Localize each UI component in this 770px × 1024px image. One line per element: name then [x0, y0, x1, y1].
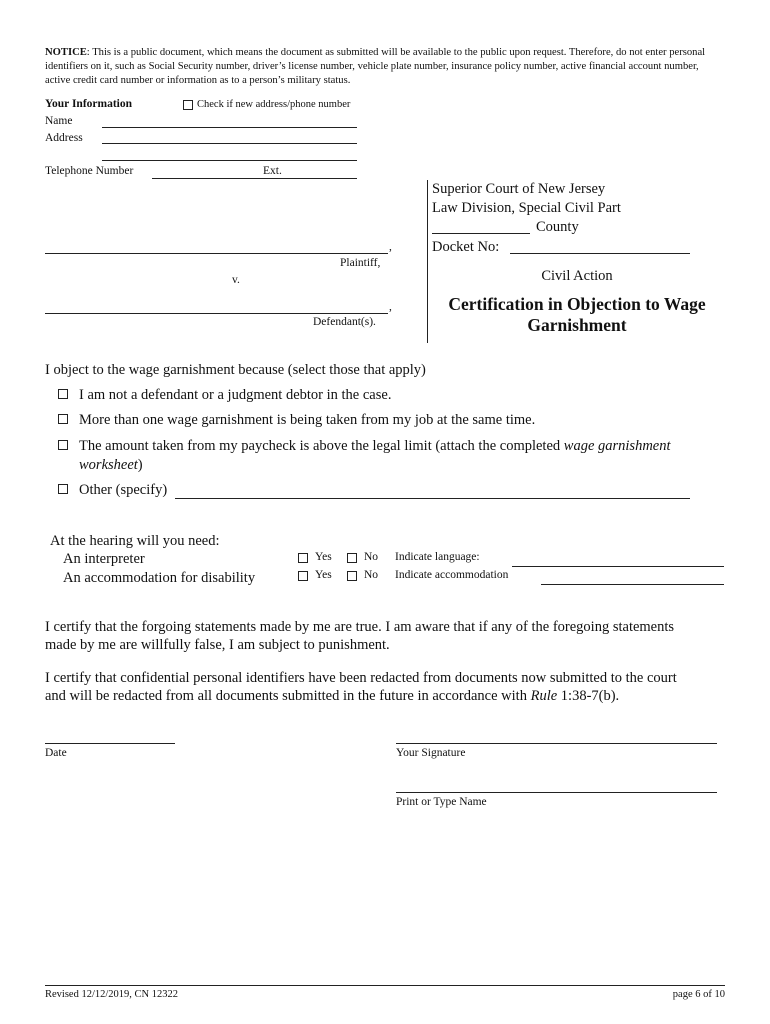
ext-label: Ext.: [263, 165, 282, 177]
court-division: Law Division, Special Civil Part: [432, 200, 621, 216]
interpreter-no-checkbox[interactable]: [347, 553, 357, 563]
form-title-line1: Certification in Objection to Wage: [448, 294, 706, 314]
plaintiff-name-field[interactable]: [45, 253, 388, 254]
new-address-checkbox[interactable]: [183, 100, 193, 110]
option-above-limit-label-line2: [79, 457, 143, 474]
language-label: Indicate language:: [395, 551, 480, 563]
accommodation-yes-checkbox[interactable]: [298, 571, 308, 581]
address-field-line1[interactable]: [102, 143, 357, 144]
plaintiff-comma: ,: [389, 241, 392, 253]
hearing-intro: At the hearing will you need:: [50, 533, 220, 549]
accommodation-no-checkbox[interactable]: [347, 571, 357, 581]
interpreter-yes-label: Yes: [315, 551, 332, 563]
page-number: page 6 of 10: [672, 989, 725, 1000]
defendant-name-field[interactable]: [45, 313, 388, 314]
rule-number: 1:38-7(b).: [557, 688, 620, 704]
interpreter-no-label: No: [364, 551, 379, 563]
worksheet-term: wage garnishment: [563, 438, 671, 454]
caption-divider: [427, 180, 428, 343]
certify-redaction-text: and will be redacted from all documents submitted in the future in accordance with: [45, 688, 531, 704]
public-notice: [45, 46, 725, 88]
certify-truth-line1: I certify that the forgoing statements made by me are true. I am aware that if any of the foregoing statements: [45, 619, 675, 635]
county-label: County: [536, 219, 579, 235]
print-name-label: Print or Type Name: [396, 796, 487, 808]
certify-redaction-line2: [45, 688, 619, 705]
new-address-label: Check if new address/phone number: [197, 99, 351, 110]
plaintiff-label: Plaintiff,: [340, 257, 381, 269]
date-label: Date: [45, 747, 67, 759]
option-above-limit-close: ): [137, 457, 143, 473]
option-not-defendant-checkbox[interactable]: [58, 389, 68, 399]
worksheet-term-cont: worksheet: [79, 457, 138, 473]
form-title: [432, 294, 722, 336]
your-information-heading: Your Information: [45, 98, 133, 110]
name-label: Name: [45, 115, 73, 127]
other-specify-field[interactable]: [175, 498, 690, 499]
print-name-field[interactable]: [396, 792, 717, 793]
option-above-limit-label: [79, 438, 671, 455]
footer-rule: [45, 985, 725, 986]
accommodation-no-label: No: [364, 569, 379, 581]
docket-number-field[interactable]: [510, 253, 690, 254]
name-field[interactable]: [102, 127, 357, 128]
telephone-label: Telephone Number: [45, 165, 134, 177]
language-field[interactable]: [512, 566, 724, 567]
option-above-limit-checkbox[interactable]: [58, 440, 68, 450]
option-above-limit-text: The amount taken from my paycheck is above the legal limit (attach the completed: [79, 438, 564, 454]
certify-redaction-line1: I certify that confidential personal identifiers have been redacted from documents now submitted to the court: [45, 670, 677, 686]
accommodation-label: An accommodation for disability: [63, 570, 256, 586]
accommodation-indicate-label: Indicate accommodation: [395, 569, 509, 581]
certify-truth-line2: made by me are willfully false, I am subject to punishment.: [45, 637, 390, 653]
civil-action-label: Civil Action: [541, 268, 613, 284]
revision-label: Revised 12/12/2019, CN 12322: [45, 989, 178, 1000]
objection-intro: I object to the wage garnishment because (select those that apply): [45, 362, 426, 378]
accommodation-field[interactable]: [541, 584, 724, 585]
accommodation-yes-label: Yes: [315, 569, 332, 581]
defendant-comma: ,: [389, 301, 392, 313]
address-field-line2[interactable]: [102, 160, 357, 161]
option-other-label: Other (specify): [79, 482, 168, 498]
notice-label: NOTICE: [45, 47, 87, 58]
interpreter-label: An interpreter: [63, 551, 145, 567]
signature-label: Your Signature: [396, 747, 466, 759]
defendant-label: Defendant(s).: [313, 316, 376, 328]
notice-text: : This is a public document, which means the document as submitted will be available to the public upon request. Therefore, do not enter personal identifiers on it, such as Social Security number, driver’s license number, vehicle plate number, insurance policy number, active financial account number, active credit card number or information as to a person’s military status.: [45, 47, 706, 86]
address-label: Address: [45, 132, 83, 144]
option-not-defendant-label: I am not a defendant or a judgment debtor in the case.: [79, 387, 392, 403]
rule-term: Rule: [530, 688, 558, 704]
option-other-checkbox[interactable]: [58, 484, 68, 494]
interpreter-yes-checkbox[interactable]: [298, 553, 308, 563]
court-name: Superior Court of New Jersey: [432, 181, 606, 197]
signature-field[interactable]: [396, 743, 717, 744]
option-multiple-garnishments-label: More than one wage garnishment is being taken from my job at the same time.: [79, 412, 536, 428]
option-multiple-garnishments-checkbox[interactable]: [58, 414, 68, 424]
date-field[interactable]: [45, 743, 175, 744]
docket-label: Docket No:: [432, 239, 500, 255]
versus-label: v.: [232, 274, 240, 286]
form-title-line2: Garnishment: [527, 315, 627, 335]
telephone-field[interactable]: [152, 178, 357, 179]
county-field[interactable]: [432, 233, 530, 234]
